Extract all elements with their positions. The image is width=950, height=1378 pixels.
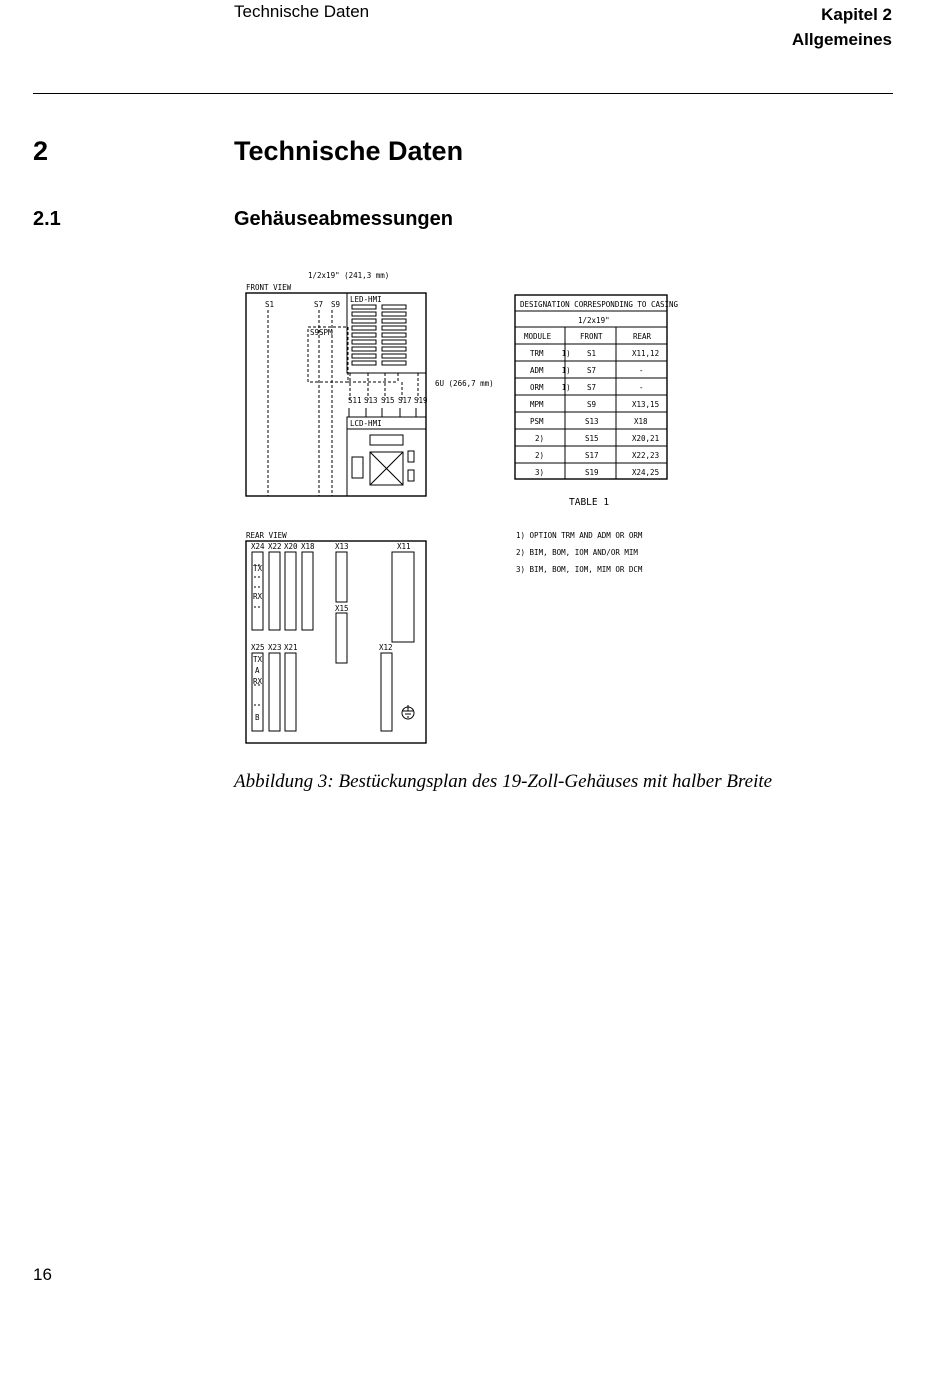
- table1-cell: -: [639, 383, 644, 392]
- connector-x13: X13: [335, 542, 349, 551]
- slot-s17: S17: [398, 396, 412, 405]
- table1-cell: S7: [587, 383, 597, 392]
- signal-b: B: [255, 713, 260, 722]
- table1-cell: MPM: [530, 400, 544, 409]
- note-3: 3) BIM, BOM, IOM, MIM OR DCM: [516, 565, 643, 574]
- led-rows: [352, 305, 406, 365]
- table1-cell: X22,23: [632, 451, 660, 460]
- connector-x23: X23: [268, 643, 282, 652]
- table1-col-module: MODULE: [524, 332, 552, 341]
- running-header-title: Technische Daten: [234, 2, 370, 21]
- connector-x15: X15: [335, 604, 349, 613]
- signal-rx: RX: [253, 677, 263, 686]
- table1-cell: ORM 1): [530, 383, 571, 392]
- slot-s7: S7: [314, 300, 324, 309]
- table1-cell: X13,15: [632, 400, 660, 409]
- figure-caption: Abbildung 3: Bestückungsplan des 19-Zoll-Gehäuses mit halber Breite: [234, 771, 773, 792]
- table1-cell: PSM: [530, 417, 544, 426]
- slot-s13: S13: [364, 396, 378, 405]
- table1-cell: X20,21: [632, 434, 660, 443]
- section-title: Technische Daten: [234, 136, 464, 166]
- table1-cell: 2): [535, 434, 545, 443]
- table1-cell: S13: [585, 417, 599, 426]
- slot-s15: S15: [381, 396, 395, 405]
- slot-s19: S19: [414, 396, 428, 405]
- chapter-label: Kapitel 2: [821, 5, 892, 24]
- table1-cell: X11,12: [632, 349, 660, 358]
- chapter-name: Allgemeines: [791, 30, 892, 49]
- connector-x18: X18: [301, 542, 315, 551]
- table1-cell: -: [639, 366, 644, 375]
- table1-cell: ADM 1): [530, 366, 571, 375]
- note-1: 1) OPTION TRM AND ADM OR ORM: [516, 531, 643, 540]
- table1-cell: S1: [587, 349, 597, 358]
- signal-tx: TX: [253, 655, 263, 664]
- width-dimension: 1/2x19" (241,3 mm): [308, 271, 390, 280]
- table1-cell: S19: [585, 468, 599, 477]
- connector-x11: X11: [397, 542, 411, 551]
- signal-a: A: [255, 666, 260, 675]
- table1-col-rear: REAR: [633, 332, 652, 341]
- connector-x20: X20: [284, 542, 298, 551]
- table1-cell: 2): [535, 451, 545, 460]
- table1-cell: 3): [535, 468, 545, 477]
- table1-cell: S7: [587, 366, 597, 375]
- subsection-number: 2.1: [33, 208, 61, 230]
- connector-x22: X22: [268, 542, 282, 551]
- table1-rows: [530, 349, 659, 477]
- table1-cell: TRM 1): [530, 349, 571, 358]
- front-view-label: FRONT VIEW: [246, 283, 292, 292]
- running-header-chapter: [792, 2, 892, 52]
- lcd-hmi-label: LCD-HMI: [350, 419, 382, 428]
- table1-cell: X24,25: [632, 468, 660, 477]
- connector-x12: X12: [379, 643, 393, 652]
- slot-s1: S1: [265, 300, 275, 309]
- header-rule: [33, 93, 893, 94]
- table1-label: TABLE 1: [569, 497, 610, 508]
- page-number: 16: [33, 1265, 52, 1284]
- table1-cell: S17: [585, 451, 599, 460]
- casing-drawing: [240, 265, 680, 755]
- rear-view-label: REAR VIEW: [246, 531, 287, 540]
- table1-col-front: FRONT: [580, 332, 603, 341]
- note-2: 2) BIM, BOM, IOM AND/OR MIM: [516, 548, 638, 557]
- table1-title: DESIGNATION CORRESPONDING TO CASING: [520, 300, 679, 309]
- table1-cell: S15: [585, 434, 599, 443]
- table1-cell: S9: [587, 400, 597, 409]
- section-number: 2: [33, 136, 49, 166]
- table1-subtitle: 1/2x19": [578, 316, 610, 325]
- signal-tx: TX: [253, 564, 263, 573]
- connector-x24: X24: [251, 542, 265, 551]
- slot-s11: S11: [348, 396, 362, 405]
- height-dimension: 6U (266,7 mm): [435, 379, 494, 388]
- table1-cell: X18: [634, 417, 648, 426]
- led-hmi-label: LED-HMI: [350, 295, 382, 304]
- slot-s9: S9: [331, 300, 341, 309]
- signal-rx: RX: [253, 592, 263, 601]
- connector-x21: X21: [284, 643, 298, 652]
- s9spm-label: S9SPM: [310, 328, 333, 337]
- ground-icon: [402, 705, 414, 719]
- connector-x25: X25: [251, 643, 265, 652]
- subsection-title: Gehäuseabmessungen: [234, 208, 453, 230]
